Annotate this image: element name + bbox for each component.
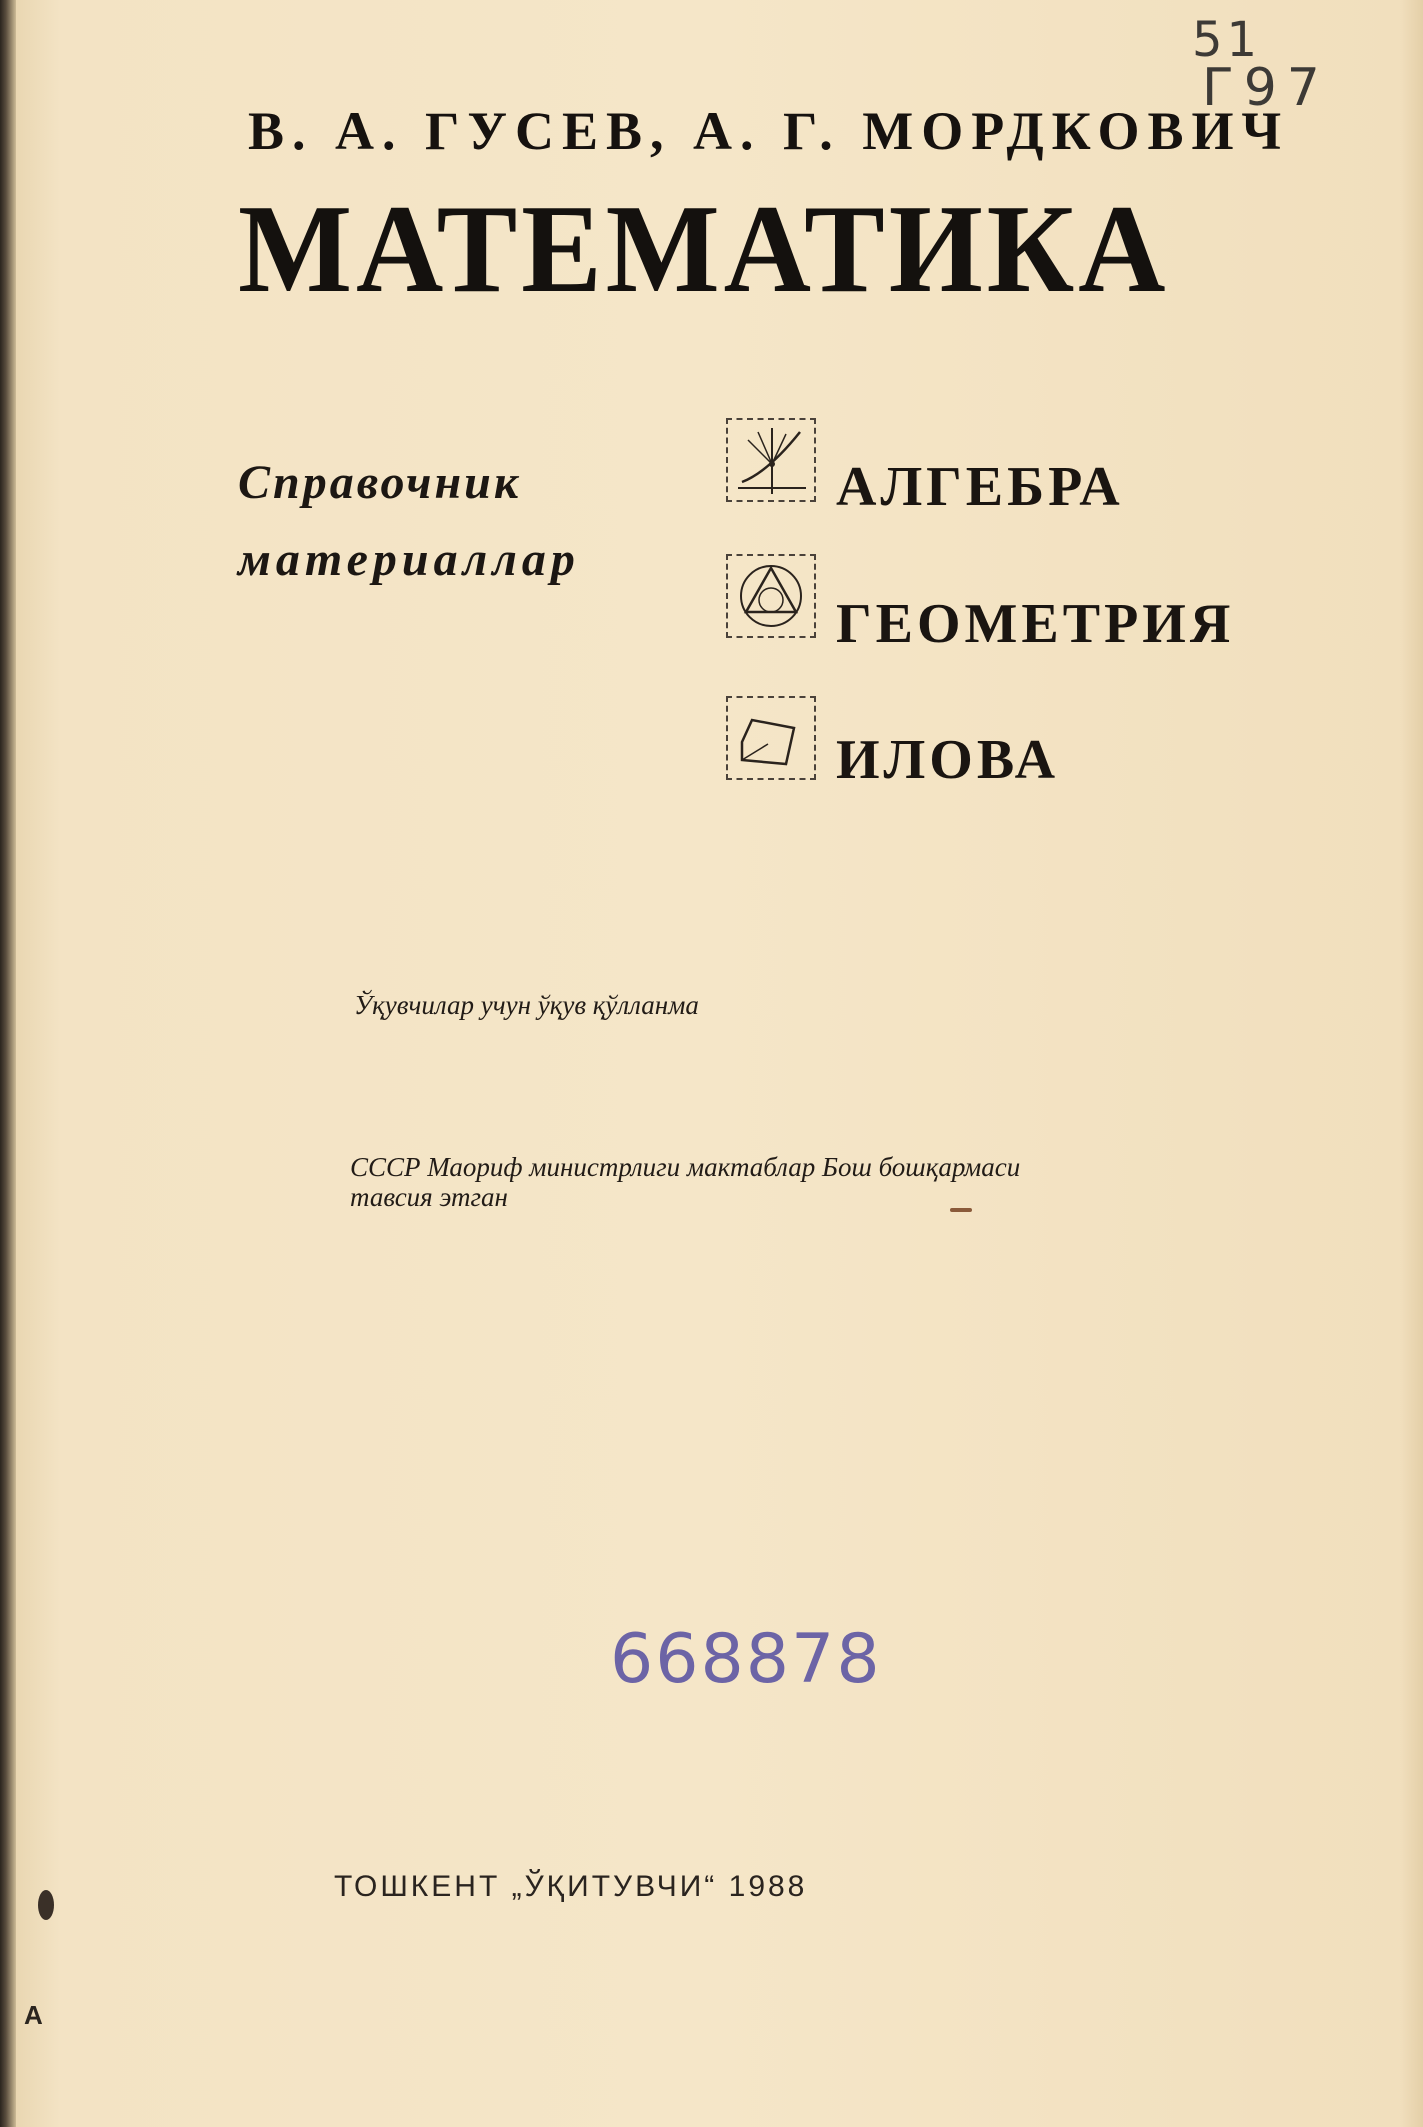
geometry-circle-triangle-icon	[726, 554, 816, 638]
shelf-mark-top: 51	[1192, 12, 1262, 68]
approval-line-1: СССР Маориф министрлиги мактаблар Бош бошқармаси	[350, 1152, 1021, 1182]
shelf-mark-bottom: Г97	[1202, 58, 1330, 118]
ink-blot	[38, 1890, 54, 1920]
publisher-imprint: ТОШКЕНТ „ЎҚИТУВЧИ“ 1988	[334, 1870, 808, 1903]
algebra-graph-icon	[726, 418, 816, 502]
page-binding-edge	[0, 0, 16, 2127]
inventory-number: 668878	[610, 1620, 882, 1699]
section-geometry: ГЕОМЕТРИЯ	[836, 593, 1235, 655]
subtitle-line-1: Справочник	[238, 456, 522, 509]
purpose-line: Ўқувчилар учун ўқув қўлланма	[354, 990, 699, 1020]
authors: В. А. ГУСЕВ, А. Г. МОРДКОВИЧ	[248, 101, 1290, 161]
section-algebra: АЛГЕБРА	[836, 456, 1124, 518]
corner-letter: А	[24, 2000, 43, 2030]
subtitle-line-2: материаллар	[238, 533, 580, 586]
approval-note	[350, 1152, 1230, 1212]
book-title: МАТЕМАТИКА	[238, 180, 1170, 319]
approval-line-2: тавсия этган	[350, 1182, 508, 1212]
appendix-shape-icon	[726, 696, 816, 780]
ink-speck	[950, 1208, 972, 1212]
section-appendix: ИЛОВА	[836, 729, 1060, 791]
